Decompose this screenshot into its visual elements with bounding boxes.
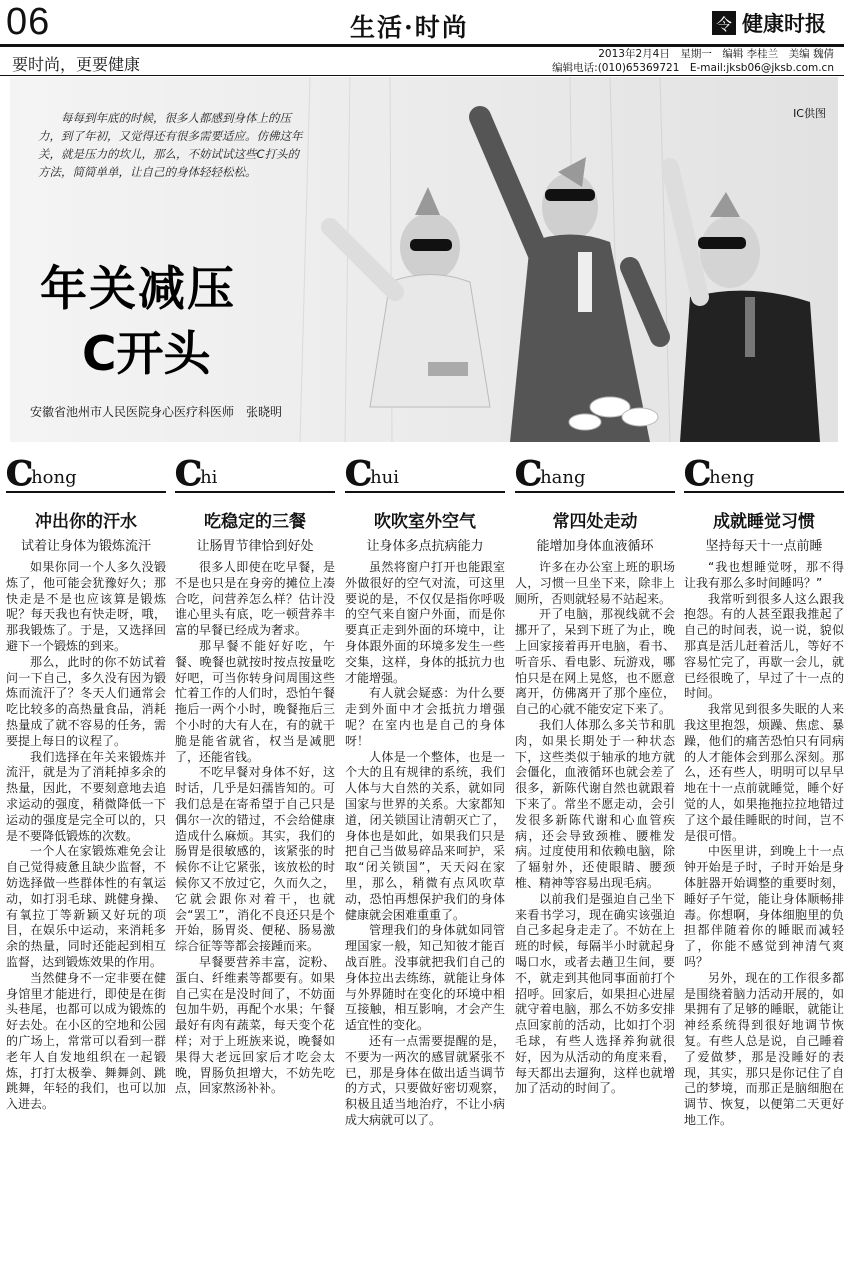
column-subtitle: 坚持每天十一点前睡 — [705, 539, 823, 554]
hero-intro: 每每到年底的时候，很多人都感到身体上的压力，到了年初，又觉得还有很多需要适应。仿佛这年关，就是压力的坎儿，那么，不妨试试这些C打头的方法，简简单单，让自己的身体轻轻松松。 — [38, 111, 303, 179]
hero-title-line2: C开头 — [82, 327, 211, 382]
issue-meta-line1: 2013年2月4日 星期一 编辑 李桂兰 美编 魏倩 — [598, 48, 834, 60]
column-body: 如果你同一个人多久没锻炼了，他可能会犹豫好久；那快走是不是也应该算是锻炼呢？每天我也有快走呀，哦，那我锻炼了。于是，又选择回避下一个锻炼的到来。 那么，此时的你不妨试着问一下自己，多久没有因为锻炼而流汗了？冬天人们通常会吃比较多的高热量食品，消耗热量成了就不容易的任务，需要提上每日的议程了。 我们选择在年关来锻炼并流汗，就是为了消耗掉多余的热量，因此，不要刻意地去追求运动的强度，稍微降低一下运动的强度是完全可以的，只是不要降低锻炼的次数。 一个人在家锻炼难免会让自己觉得疲惫且缺少监督，不妨选择做一些群体性的有氧运动，如打羽毛球、跳健身操、有氧拉丁等新颖又好玩的项目，在娱乐中运动，来消耗多余的热量，同时还能起到相互监督，达到锻炼效果的作用。 当然健身不一定非要在健身馆里才能进行，即使是在街头巷尾，也都可以成为锻炼的好去处。在小区的空地和公园的广场上，常常可以看到一群老年人自发地组织在一起锻炼，打打太极拳、舞舞剑、跳跳舞，年轻的我们，也可以加入进去。 — [6, 560, 166, 1112]
column-tag: C hang — [515, 455, 675, 493]
column-body: 虽然将窗户打开也能跟室外做很好的空气对流，可这里要说的是，不仅仅是指你呼吸的空气来自窗户外面，而是你要真正走到外面的环境中，让身体跟外面的环境多发生一些交集，这样，身体的抵抗力也才能增强。 有人就会疑惑：为什么要走到外面中才会抵抗力增强呢？在室内也是自己的身体呀！ 人体是一个整体，也是一个大的且有规律的系统，我们人体与大自然的关系，就如同国家与世界的关系。大家都知道，闭关锁国让清朝灭亡了，身体也是如此，如果我们只是把自己当做易碎品来呵护，采取“闭关锁国”，天天闷在家里，那么，稍微有点风吹草动，恐怕再想保护我们的身体健康就会困难重重了。 管理我们的身体就如同管理国家一般，知己知彼才能百战百胜。没事就把我们自己的身体拉出去练练，就能让身体与外界随时在变化的环境中相互接触，相互影响，才会产生适宜性的变化。 还有一点需要提醒的是，不要为一两次的感冒就紧张不已，那是身体在做出适当调节的方式，只要做好密切观察，积极且适当地治疗，不让小病成大病就可以了。 — [345, 560, 505, 1127]
article-column-chui — [345, 455, 505, 1254]
section-slogan: 要时尚，更要健康 — [12, 55, 141, 74]
hero-title-line1: 年关减压 — [40, 262, 236, 317]
column-subtitle: 让肠胃节律恰到好处 — [196, 539, 314, 554]
column-title: 吹吹室外空气 — [374, 512, 476, 532]
section-title: 生活·时尚 — [350, 13, 469, 42]
girl-figure — [330, 187, 490, 407]
boy-right-figure — [670, 167, 820, 442]
logo-mark-icon: 令 — [712, 11, 736, 35]
article-column-cheng — [684, 455, 844, 1254]
column-body: 许多在办公室上班的职场人，习惯一旦坐下来，除非上厕所，否则就轻易不站起来。 开了电脑，那视线就不会挪开了，呆到下班了为止，晚上回家接着再开电脑，看书、听音乐、看电影、玩游戏，哪怕只是在网上晃悠，也不愿意离开，仿佛离开了那个座位，自己的心就不能安定下来了。 我们人体那么多关节和肌肉，如果长期处于一种状态下，这些类似于轴承的地方就会僵化，血液循环也就会差了很多，新陈代谢自然也就跟着下来了。常坐不愿走动，会引发很多新陈代谢和心血管疾病，还会导致颈椎、腰椎发病。过度使用和依赖电脑，除了辐射外，还使眼睛、腰颈椎、精神等容易出现毛病。 以前我们是强迫自己坐下来看书学习，现在确实该强迫自己多起身走走了。不妨在上班的时候，每隔半小时就起身喝口水，或者去趟卫生间，要不，就走到其他同事面前打个招呼。回家后，如果担心进屋就守着电脑，那么不妨多安排点回家前的活动，比如打个羽毛球，有些人选择养狗就很好，因为从活动的角度来看，每天都出去遛狗，这样也就增加了活动的时间了。 — [515, 560, 675, 1096]
column-tag: C heng — [684, 455, 844, 493]
column-body: “我也想睡觉呀，那不得让我有那么多时间睡吗？” 我常听到很多人这么跟我抱怨。有的人甚至跟我推起了自己的时间表，说一说，貌似那真是活儿赶着活儿，等好不容易忙完了，再歇一会儿，就已经很晚了，早过了十一点的时间。 我常见到很多失眠的人来我这里抱怨，烦躁、焦虑、暴躁，他们的痛苦恐怕只有同病的人才能体会到那么深刻。那么，还有些人，明明可以早早地在十一点前就睡觉，睡个好觉的人，如果拖拖拉拉地错过了这个最佳睡眠的时间，岂不是很可惜。 中医里讲，到晚上十一点钟开始是子时，子时开始是身体脏器开始调整的重要时刻，睡好子午觉，能让身体顺畅排毒。你想啊，身体细胞里的负担都伴随着你的睡眠而减轻了，你能不感觉到神清气爽吗？ 另外，现在的工作很多都是围绕着脑力活动开展的，如果拥有了足够的睡眠，就能让神经系统得到很好地调节恢复。有些人总是说，自己睡着了爱做梦，那是没睡好的表现，其实，那只是你记住了自己的梦境，而那正是脑细胞在调节、恢复，以便第二天更好地工作。 — [684, 560, 844, 1127]
column-title: 冲出你的汗水 — [35, 512, 137, 532]
photo-credit: IC供图 — [793, 107, 826, 120]
column-title: 成就睡觉习惯 — [713, 512, 815, 532]
boy-center-figure — [480, 117, 660, 442]
hero-banner — [10, 77, 838, 442]
column-subtitle: 试着让身体为锻炼流汗 — [20, 539, 151, 554]
column-title: 吃稳定的三餐 — [204, 512, 306, 532]
article-column-chi — [175, 455, 335, 1254]
issue-meta — [552, 47, 834, 75]
column-tag: C hui — [345, 455, 505, 493]
header-rule-2 — [0, 75, 844, 76]
article-column-chang — [515, 455, 675, 1254]
page-number: 06 — [6, 1, 51, 43]
newspaper-logo — [712, 8, 836, 38]
logo-name: 健康时报 — [742, 11, 826, 36]
column-body: 很多人即使在吃早餐，是不是也只是在身旁的摊位上凑合吃，问营养怎么样？估计没谁心里头有底，吃一顿营养丰富的早餐已经成为奢求。 那早餐不能好好吃，午餐、晚餐也就按时按点按量吃好吧，可当你转身问周围这些忙着工作的人们时，恐怕午餐拖后一两个小时，晚餐拖后三个小时的大有人在，有的就干脆是能省就省，权当是减肥了，还能省钱。 不吃早餐对身体不好，这时话，几乎是妇孺皆知的。可我们总是在寄希望于自己只是偶尔一次的错过，不会给健康造成什么麻烦。其实，我们的肠胃是很敏感的，该紧张的时候你不让它紧张，该放松的时候你又不放过它，久而久之，它就会跟你对着干，也就会“罢工”，消化不良还只是个开始，肠胃炎、便秘、肠易激综合征等等都会接踵而来。 早餐要营养丰富，淀粉、蛋白、纤维素等都要有。如果自己实在是没时间了，不妨面包加牛奶，再配个水果；午餐最好有肉有蔬菜，每天变个花样；对于上班族来说，晚餐如果得大老远回家后才吃会太晚，胃肠负担增大，不妨先吃点，回家熬汤补补。 — [175, 560, 335, 1096]
issue-meta-line2: 编辑电话:(010)65369721 E-mail:jksb06@jksb.com.cn — [552, 62, 834, 74]
column-tag: C hi — [175, 455, 335, 493]
column-title: 常四处走动 — [552, 512, 638, 532]
column-tag: C hong — [6, 455, 166, 493]
column-subtitle: 能增加身体血液循环 — [536, 539, 654, 554]
article-column-chong — [6, 455, 166, 1254]
column-subtitle: 让身体多点抗病能力 — [366, 539, 484, 554]
author-byline: 安徽省池州市人民医院身心医疗科医师 张晓明 — [30, 405, 283, 419]
